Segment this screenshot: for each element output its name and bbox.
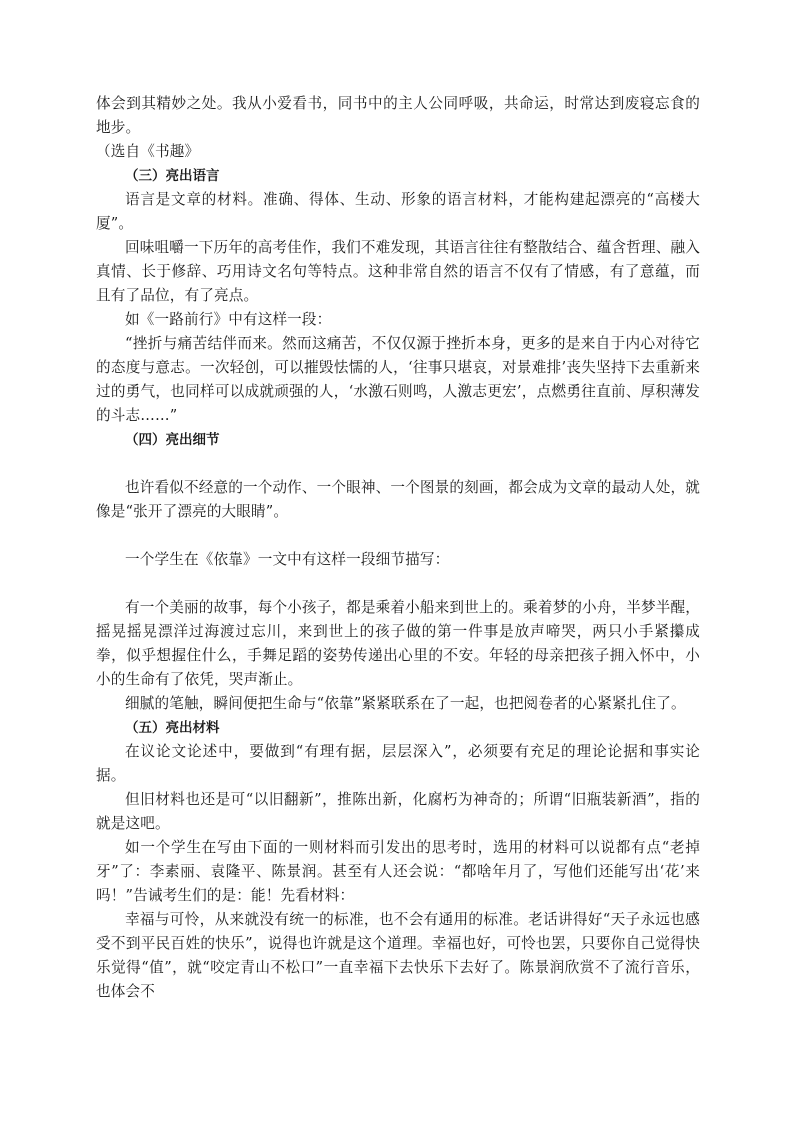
paragraph: 一个学生在《依靠》一文中有这样一段细节描写： bbox=[125, 551, 450, 568]
paragraph: 也许看似不经意的一个动作、一个眼神、一个图景的刻画，都会成为文章的最动人处，就像是“张开了漂亮的大眼睛”。 bbox=[96, 479, 701, 520]
section-heading: （三）亮出语言 bbox=[125, 168, 220, 184]
paragraph: “挫折与痛苦结伴而来。然而这痛苦，不仅仅源于挫折本身，更多的是来自于内心对待它的态度与意志。一次轻创，可以摧毁怯懦的人，‘往事只堪哀，对景难排’丧失坚持下去重新来过的勇气，也同样可以成就顽强的人，‘水激石则鸣，人激志更宏’，点燃勇往直前、厚积薄发的斗志……” bbox=[96, 335, 700, 424]
paragraph: 回味咀嚼一下历年的高考佳作，我们不难发现，其语言往往有整散结合、蕴含哲理、融入真情、长于修辞、巧用诗文名句等特点。这种非常自然的语言不仅有了情感，有了意蕴，而且有了品位，有了亮点。 bbox=[96, 239, 701, 304]
paragraph: 细腻的笔触，瞬间便把生命与“依靠”紧紧联系在了一起，也把阅卷者的心紧紧扎住了。 bbox=[125, 695, 686, 712]
blank-line bbox=[96, 524, 700, 548]
section-heading: （五）亮出材料 bbox=[125, 720, 220, 736]
document-page bbox=[96, 92, 700, 1004]
paragraph: 在议论文论述中，要做到“有理有据，层层深入”，必须要有充足的理论论据和事实论据。 bbox=[96, 743, 700, 784]
paragraph: 有一个美丽的故事，每个小孩子，都是乘着小船来到世上的。乘着梦的小舟，半梦半醒，摇晃摇晃漂洋过海渡过忘川，来到世上的孩子做的第一件事是放声啼哭，两只小手紧攥成拳，似乎想握住什么，手舞足蹈的姿势传递出心里的不安。年轻的母亲把孩子拥入怀中，小小的生命有了依凭，哭声渐止。 bbox=[96, 599, 701, 688]
paragraph: 体会到其精妙之处。我从小爱看书，同书中的主人公同呼吸，共命运，时常达到废寝忘食的地步。 bbox=[96, 95, 700, 136]
paragraph: 如一个学生在写由下面的一则材料而引发出的思考时，选用的材料可以说都有点“老掉牙”了：李素丽、袁隆平、陈景润。甚至有人还会说：“都啥年月了，写他们还能写出‘花’来吗！”告诫考生们的是：能！先看材料： bbox=[96, 839, 700, 904]
paragraph: 但旧材料也还是可“以旧翻新”，推陈出新，化腐朽为神奇的；所谓“旧瓶装新酒”，指的就是这吧。 bbox=[96, 791, 700, 832]
section-heading: （四）亮出细节 bbox=[125, 432, 220, 448]
paragraph: 幸福与可怜，从来就没有统一的标准，也不会有通用的标准。老话讲得好“天子永远也感受不到平民百姓的快乐”，说得也许就是这个道理。幸福也好，可怜也罢，只要你自己觉得快乐觉得“值”，就“咬定青山不松口”一直幸福下去快乐下去好了。陈景润欣赏不了流行音乐，也体会不 bbox=[96, 911, 700, 1000]
paragraph: （选自《书趣》 bbox=[96, 143, 200, 160]
paragraph: 如《一路前行》中有这样一段： bbox=[125, 311, 332, 328]
blank-line bbox=[96, 452, 700, 476]
blank-line bbox=[96, 572, 700, 596]
paragraph: 语言是文章的材料。准确、得体、生动、形象的语言材料，才能构建起漂亮的“高楼大厦”。 bbox=[96, 191, 700, 232]
